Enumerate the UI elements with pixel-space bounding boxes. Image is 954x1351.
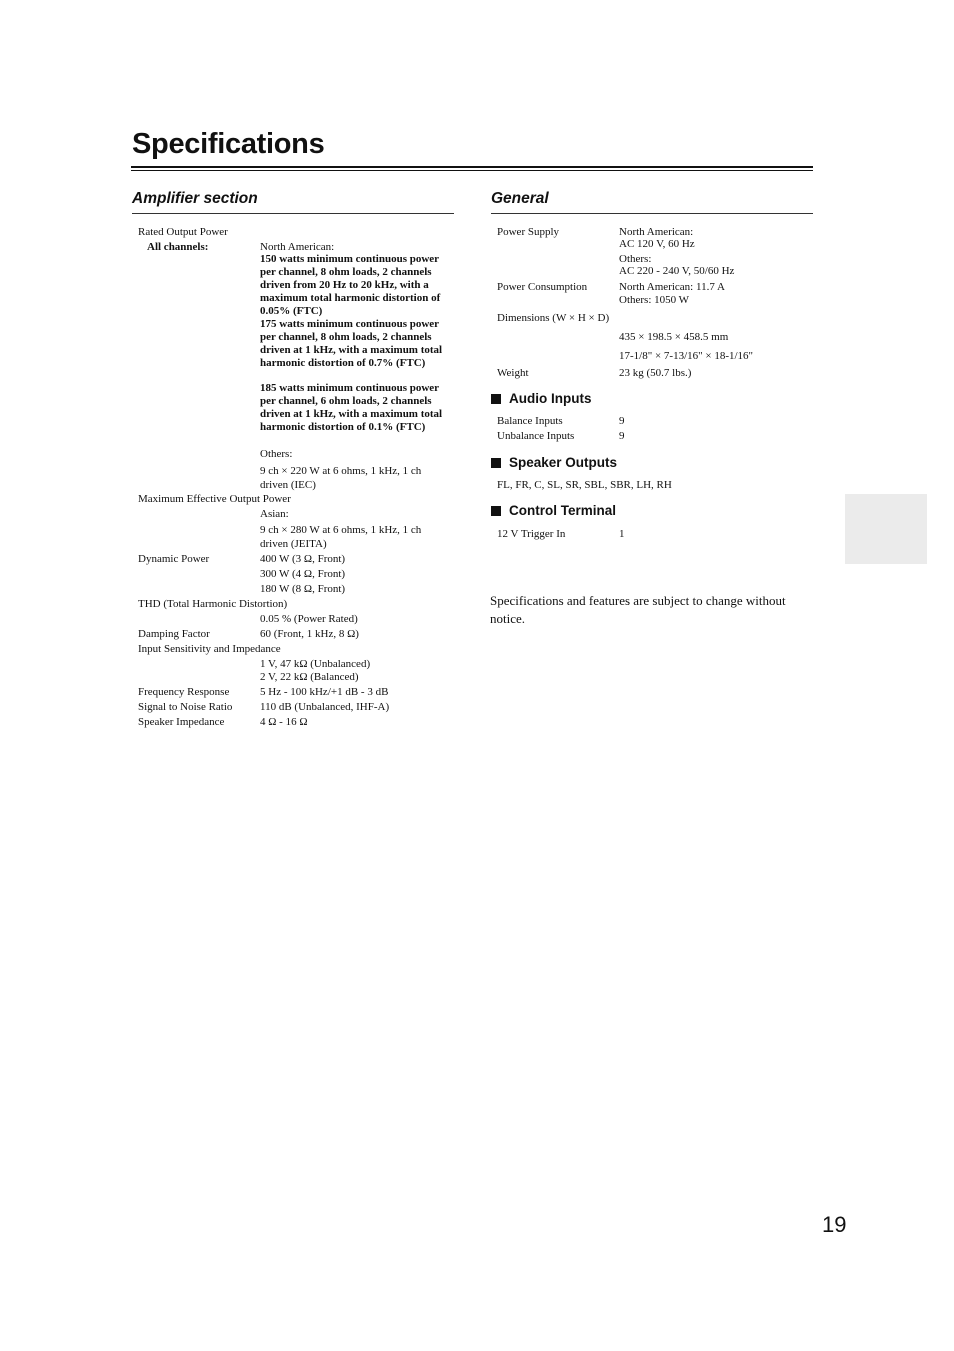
speaker-impedance-label: Speaker Impedance bbox=[138, 716, 225, 728]
frequency-response-value: 5 Hz - 100 kHz/+1 dB - 3 dB bbox=[260, 686, 389, 698]
speaker-outputs-value: FL, FR, C, SL, SR, SBL, SBR, LH, RH bbox=[497, 479, 672, 491]
dynamic-power-value: 300 W (4 Ω, Front) bbox=[260, 568, 346, 580]
power-supply-others-value: AC 220 - 240 V, 50/60 Hz bbox=[619, 265, 735, 277]
balance-inputs-value: 9 bbox=[619, 415, 625, 427]
dimensions-inches: 17-1/8" × 7-13/16" × 18-1/16" bbox=[619, 350, 754, 362]
max-effective-power-label: Maximum Effective Output Power bbox=[138, 493, 291, 505]
others-label: Others: bbox=[260, 448, 293, 460]
trigger-in-value: 1 bbox=[619, 528, 625, 540]
weight-value: 23 kg (50.7 lbs.) bbox=[619, 367, 692, 379]
asian-value: 9 ch × 280 W at 6 ohms, 1 kHz, 1 ch driven (JEITA) bbox=[260, 524, 422, 550]
page-number: 19 bbox=[822, 1212, 847, 1237]
bullet-square-icon bbox=[491, 458, 501, 468]
speaker-outputs-heading bbox=[491, 455, 617, 471]
dimensions-label: Dimensions (W × H × D) bbox=[497, 312, 610, 324]
na-rating-2: 175 watts minimum continuous power per channel, 8 ohm loads, 2 channels driven at 1 kHz, with a maximum total harmonic distortion of 0.7% (FTC) bbox=[260, 318, 443, 369]
trigger-in-label: 12 V Trigger In bbox=[497, 528, 566, 540]
na-rating-3: 185 watts minimum continuous power per channel, 6 ohm loads, 2 channels driven at 1 kHz, with a maximum total harmonic distortion of 0.1% (FTC) bbox=[260, 382, 443, 433]
north-american-label: North American: bbox=[260, 241, 335, 253]
rated-output-power-label: Rated Output Power bbox=[138, 226, 228, 238]
unbalance-inputs-label: Unbalance Inputs bbox=[497, 430, 575, 442]
damping-factor-value: 60 (Front, 1 kHz, 8 Ω) bbox=[260, 628, 359, 640]
balance-inputs-label: Balance Inputs bbox=[497, 415, 563, 427]
weight-label: Weight bbox=[497, 367, 529, 379]
control-terminal-heading bbox=[491, 503, 616, 519]
na-rating-1: 150 watts minimum continuous power per channel, 8 ohm loads, 2 channels driven from 20 Hz to 20 kHz, with a maximum total harmonic distortion of 0.05% (FTC) bbox=[260, 253, 441, 317]
thd-value: 0.05 % (Power Rated) bbox=[260, 613, 358, 625]
dimensions-mm: 435 × 198.5 × 458.5 mm bbox=[619, 331, 729, 343]
general-section-rule bbox=[491, 213, 813, 214]
amplifier-section-rule bbox=[132, 213, 454, 214]
speaker-outputs-heading-text: Speaker Outputs bbox=[509, 455, 618, 470]
page-title: Specifications bbox=[132, 128, 325, 160]
power-supply-na-value: AC 120 V, 60 Hz bbox=[619, 238, 695, 250]
power-supply-others-label: Others: bbox=[619, 253, 652, 265]
input-sensitivity-label: Input Sensitivity and Impedance bbox=[138, 643, 281, 655]
amplifier-section-heading: Amplifier section bbox=[132, 190, 258, 207]
title-rule bbox=[131, 166, 813, 171]
others-value: 9 ch × 220 W at 6 ohms, 1 kHz, 1 ch driven (IEC) bbox=[260, 465, 422, 491]
frequency-response-label: Frequency Response bbox=[138, 686, 230, 698]
damping-factor-label: Damping Factor bbox=[138, 628, 210, 640]
snr-value: 110 dB (Unbalanced, IHF-A) bbox=[260, 701, 390, 713]
asian-label: Asian: bbox=[260, 508, 289, 520]
power-consumption-label: Power Consumption bbox=[497, 281, 588, 293]
input-sensitivity-value: 1 V, 47 kΩ (Unbalanced) bbox=[260, 658, 371, 670]
dynamic-power-value: 180 W (8 Ω, Front) bbox=[260, 583, 346, 595]
audio-inputs-heading bbox=[491, 391, 591, 407]
side-tab bbox=[845, 494, 927, 564]
general-section-heading: General bbox=[491, 190, 549, 207]
change-notice: Specifications and features are subject to change without notice. bbox=[490, 593, 786, 626]
power-consumption-na: North American: 11.7 A bbox=[619, 281, 725, 293]
bullet-square-icon bbox=[491, 506, 501, 516]
all-channels-label: All channels: bbox=[147, 241, 209, 253]
dynamic-power-value: 400 W (3 Ω, Front) bbox=[260, 553, 346, 565]
snr-label: Signal to Noise Ratio bbox=[138, 701, 233, 713]
thd-label: THD (Total Harmonic Distortion) bbox=[138, 598, 288, 610]
dynamic-power-label: Dynamic Power bbox=[138, 553, 210, 565]
bullet-square-icon bbox=[491, 394, 501, 404]
speaker-impedance-value: 4 Ω - 16 Ω bbox=[260, 716, 308, 728]
input-sensitivity-value: 2 V, 22 kΩ (Balanced) bbox=[260, 671, 359, 683]
audio-inputs-heading-text: Audio Inputs bbox=[509, 391, 592, 406]
power-supply-na-label: North American: bbox=[619, 226, 694, 238]
unbalance-inputs-value: 9 bbox=[619, 430, 625, 442]
control-terminal-heading-text: Control Terminal bbox=[509, 503, 617, 518]
power-supply-label: Power Supply bbox=[497, 226, 560, 238]
power-consumption-others: Others: 1050 W bbox=[619, 294, 690, 306]
